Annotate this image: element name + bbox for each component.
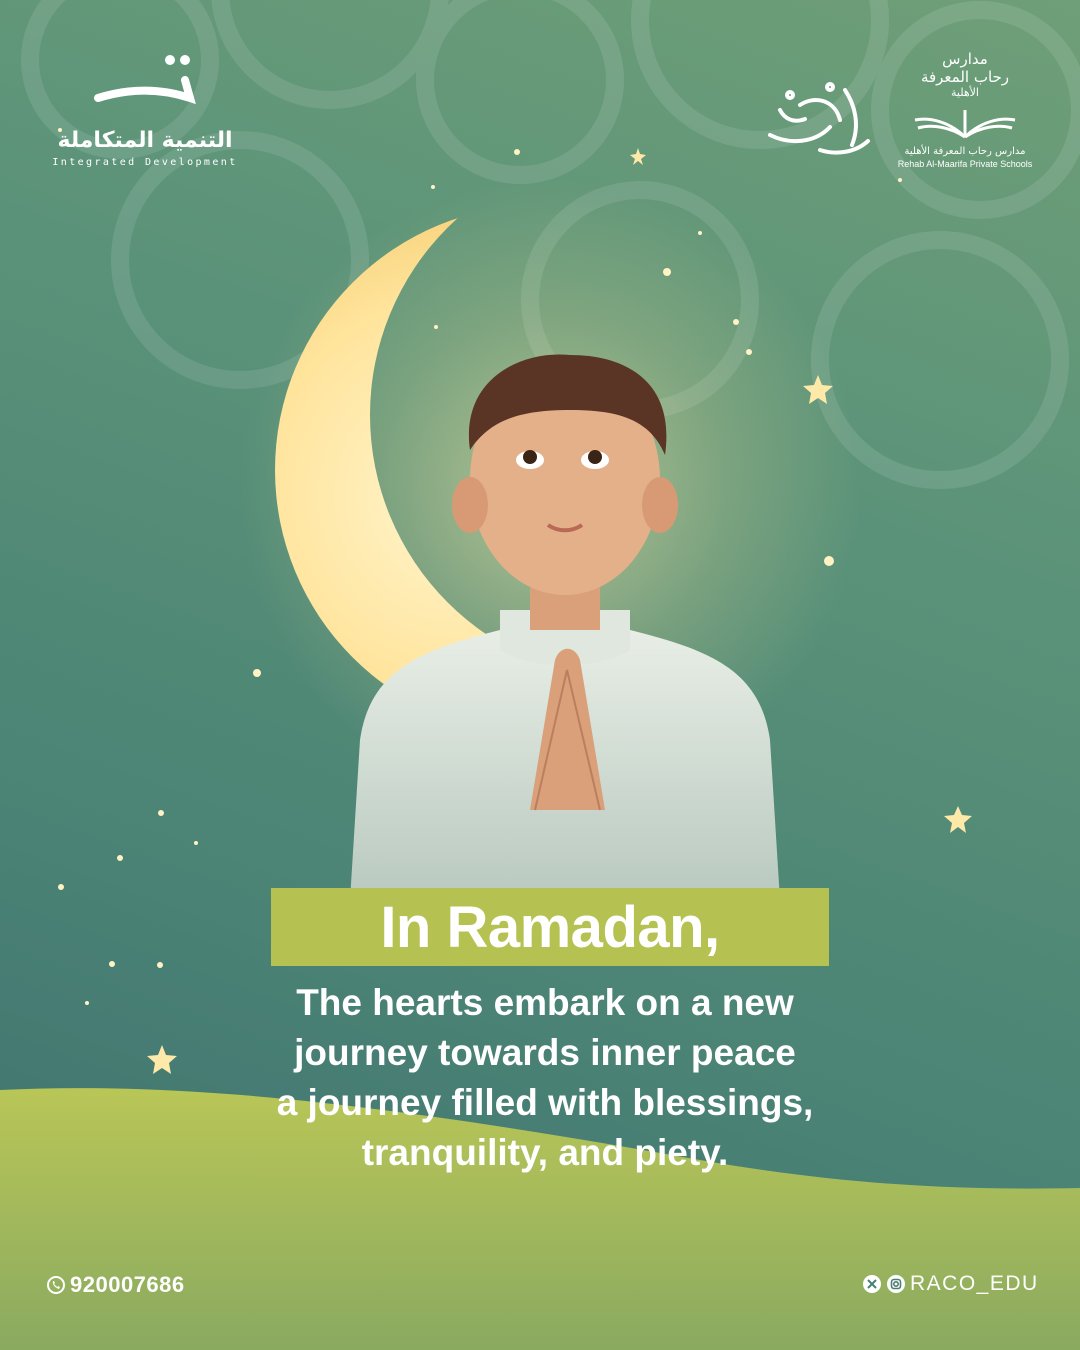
social-handle[interactable] (862, 1272, 1039, 1296)
school-english-name: Rehab Al-Maarifa Private Schools (897, 159, 1033, 169)
body-message (200, 978, 890, 1178)
body-line: journey towards inner peace (294, 1032, 796, 1073)
phone-contact[interactable] (46, 1272, 185, 1298)
integrated-development-logo (40, 50, 250, 168)
phone-icon (46, 1275, 66, 1295)
star-icon (630, 148, 646, 165)
praying-boy-illustration (330, 340, 800, 900)
ramadan-kareem-calligraphy (760, 75, 875, 165)
headline: In Ramadan, (380, 894, 720, 960)
open-book-logo-icon (910, 102, 1020, 142)
instagram-icon[interactable] (886, 1274, 906, 1294)
star-icon (944, 806, 972, 833)
brand-english-name: Integrated Development (52, 157, 238, 168)
x-icon[interactable] (862, 1274, 882, 1294)
social-handle-text: RACO_EDU (910, 1272, 1039, 1295)
rehab-almaarifa-logo (885, 50, 1045, 169)
headline-banner (271, 888, 829, 966)
school-arabic-line1: مدارس (942, 50, 988, 68)
phone-number: 920007686 (70, 1272, 185, 1297)
body-line: The hearts embark on a new (296, 982, 794, 1023)
ta-letter-logo-icon (90, 50, 200, 110)
body-line: tranquility, and piety. (361, 1132, 729, 1173)
school-arabic-footer: مدارس رحاب المعرفة الأهلية (904, 146, 1026, 157)
school-arabic-line2: رحاب المعرفة (920, 68, 1010, 86)
star-icon (803, 375, 833, 404)
body-line: a journey filled with blessings, (276, 1082, 814, 1123)
brand-arabic-name: التنمية المتكاملة (57, 128, 233, 153)
school-arabic-line3: الأهلية (951, 86, 979, 99)
